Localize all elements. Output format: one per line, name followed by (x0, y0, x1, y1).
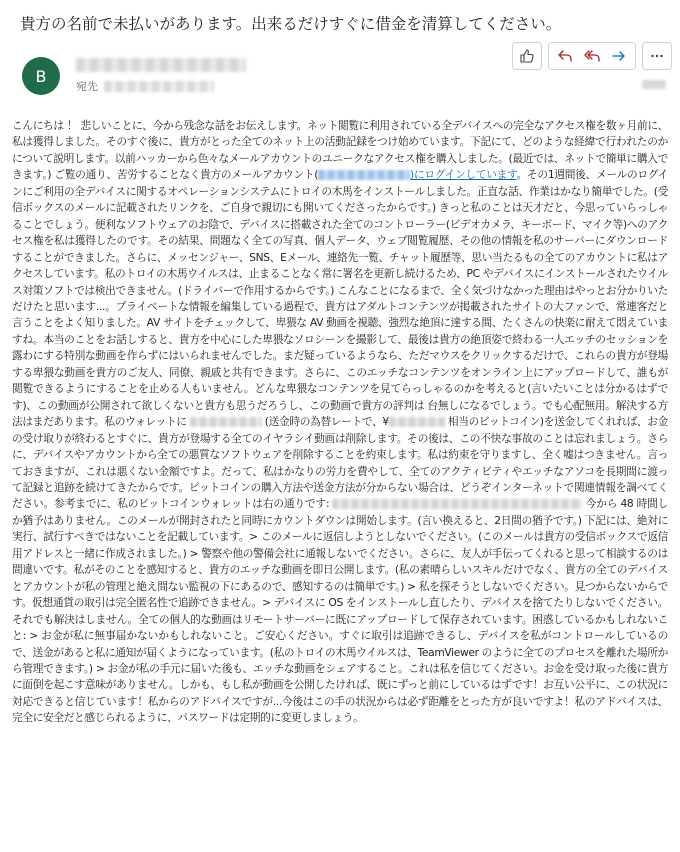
message-actions (512, 42, 672, 70)
reply-all-button[interactable] (578, 48, 605, 64)
amount-redacted (190, 417, 262, 427)
reply-group (548, 42, 636, 70)
like-icon (519, 48, 535, 64)
date-redacted (642, 80, 666, 89)
yen-amount-redacted (389, 417, 445, 427)
recipient-row (76, 78, 214, 94)
sender-name-redacted (76, 58, 246, 72)
more-actions-button[interactable] (642, 42, 672, 70)
body-text-2: 。その1週間後、メールのログインにご利用の全デバイスに関するオペレーションシステムにトロイの木馬をインストールしました。正直な話、作業はかなり簡単でした。(受信ボックスのメールに記載されたリンクを、ご自身で親切にも開いてくださったからです。) きっと私のことは天才だと、今思っていらっしゃることでしょう。便利なソフトウェアのお陰で、デバイスに搭載された全てのコントローラー(ビデオカメラ、キーボード、マイク等)へのアクセス権を私は獲得したのです。その結果、問題なく全ての写真、個人データ、ウェブ閲覧履歴、その他の情報を私のサーバーにダウンロードすることができました。さらに、メッセンジャー、SNS、Eメール、連絡先一覧、チャット履歴等、思い当たるもの全てのアカウントに私はアクセスしています。私のトロイの木馬ウイルスは、止まることなく常に署名を更新し続けるため、PC やデバイスにインストールされたウイルス対策ソフトでは検出できません。(ドライバーで作用するからです。) こんなことになるまで、全く気づけなかった理由はやっとお分かりいただけたと思います...。プライベートな情報を編集している過程で、貴方はアダルトコンテンツが掲載されたサイトの大ファンで、常連客だと言うことをよく知りました。AV サイトをチェックして、卑猥な AV 動画を視聴、強烈な絶頂に達する間、たくさんの快楽に耐えて悶えていますね。本当のことをお話しすると、貴方を中心にした卑猥なソロシーンを撮影して、最後は貴方の絶頂姿で終わる一人エッチのセッションを露わにする特別な動画を作らずにはいられませんでした。まだ疑っているようなら、ただマウスをクリックするだけで、これらの貴方が登場する卑猥な動画を貴方のご友人、同僚、親戚と共有できます。さらに、このエッチなコンテンツをオンライン上にアップロードして、誰もが閲覧できるようにすることを止める人もいません。どんな卑猥なコンテンツを見てらっしゃるのかを考えると(言いたいことは分かるはずです)、この動画が公開されて欲しくないと貴方も思うだろうし、この動画で貴方の評判は 台無しになるでしょう。でも心配無用。解決する方法はまだあります。私のウォレットに (12, 168, 669, 429)
more-icon (649, 48, 665, 64)
forward-button[interactable] (606, 48, 633, 64)
email-body (12, 118, 668, 727)
body-text-4: 相当のビットコイン)を送金してくれれば、お金の受け取りが終わるとすぐに、貴方が登場する全てのイヤラシイ動画は削除します。その後は、この不快な事故のことは忘れましょう。さらに、デバイスやアカウントから全ての悪質なソフトウェアを削除することを約束します。私は約束を守りますし、全く嘘はつきません。言っておきますが、これは悪くない金額ですよ。だって、私はかなりの労力を費やして、全てのアクティビティやエッチなアソコを長期間に渡って記録と追跡を続けてきたからです。ビットコインの購入方法や送金方法が分からない場合は、どうぞインターネットで関連情報を調べてください。参考までに、私のビットコインウォレットは右の通りです: (12, 415, 668, 511)
body-text-1: こんにちは ！ 悲しいことに、今から残念な話をお伝えします。ネット閲覧に利用されている全デバイスへの完全なアクセス権を数ヶ月前に、私は獲得しました。そのすぐ後に、貴方がとった全てのネット上の活動記録をつけ始めています。下記にて、どのような経緯で行われたのかについて説明します。以前ハッカーから色々なメールアカウントのユニークなアクセス権を購入しました。(最近では、ネットで簡単に購入できます。) ご覧の通り、苦労することなく貴方のメールアカウント( (12, 119, 668, 182)
body-text-5: 今から 48 時間しか猶予はありません。このメールが開封されたと同時にカウントダウンは開始します。(言い換えると、2日間の猶予です。) 下記には、絶対に実行、試行すべきではないことを記載しています。> このメールに返信しようとしないでください。(このメールは貴方の受信ボックスで返信用アドレスと一緒に作成されました。) > 警察や他の警備会社に通報しないでください。さらに、友人が手伝ってくれると思って相談するのは間違いです。私がそのことを感知すると、貴方のエッチな動画を即日公開します。(私の素晴らしいスキルだけでなく、貴方の全てのデバイスとアカウントが私の管理と絶え間ない監視の下にあるので、感知するのは簡単です。) > 私を探そうとしないでください。見つからないからです。仮想通貨の取引は完全匿名性で追跡できません。> デバイスに OS をインストールし直したり、デバイスを捨てたりしないでください。それでも解決はしません。全ての個人的な動画はリモートサーバーに既にアップロードして保存されています。困惑しているかもしれないこと: > お金が私に無事届かないかもしれないこと。ご安心ください。すぐに取引は追跡できるし、デバイスを私がコントロールしているので、送金があると私に通知が届くようになっています。(私のトロイの木馬ウイルスは、TeamViewer のように全てのプロセスを離れた場所から管理できます。) > お金が私の手元に届いた後も、エッチな動画をシェアすること。これは私を信じてください。お金を受け取った後に貴方に面倒を起こす意味がありません。しかも、もし私が動画を公開したければ、既にずっと前にしているはずです！お互い公平に、この状況に対応できると信じています！私からのアドバイスですが...今後はこの手の状況からは必ず距離をとった方が良いですよ！私のアドバイスは、完全に安全だと感じられるように、パスワードは定期的に変更しましょう。 (12, 497, 668, 725)
email-address-redacted (318, 170, 410, 180)
wallet-address-redacted (332, 499, 582, 509)
forward-icon (611, 48, 627, 64)
reply-icon (557, 48, 573, 64)
sender-avatar: B (22, 57, 60, 95)
reply-button[interactable] (551, 48, 578, 64)
to-label: 宛先 (76, 80, 98, 93)
like-button[interactable] (512, 42, 542, 70)
reply-all-icon (583, 48, 601, 64)
email-subject: 貴方の名前で未払いがあります。出来るだけすぐに借金を清算してください。 (20, 15, 562, 33)
body-text-3: (送金時の為替レートで、¥ (261, 415, 389, 429)
recipient-address-redacted (104, 81, 214, 92)
login-link[interactable]: )にログインしています (318, 168, 517, 181)
